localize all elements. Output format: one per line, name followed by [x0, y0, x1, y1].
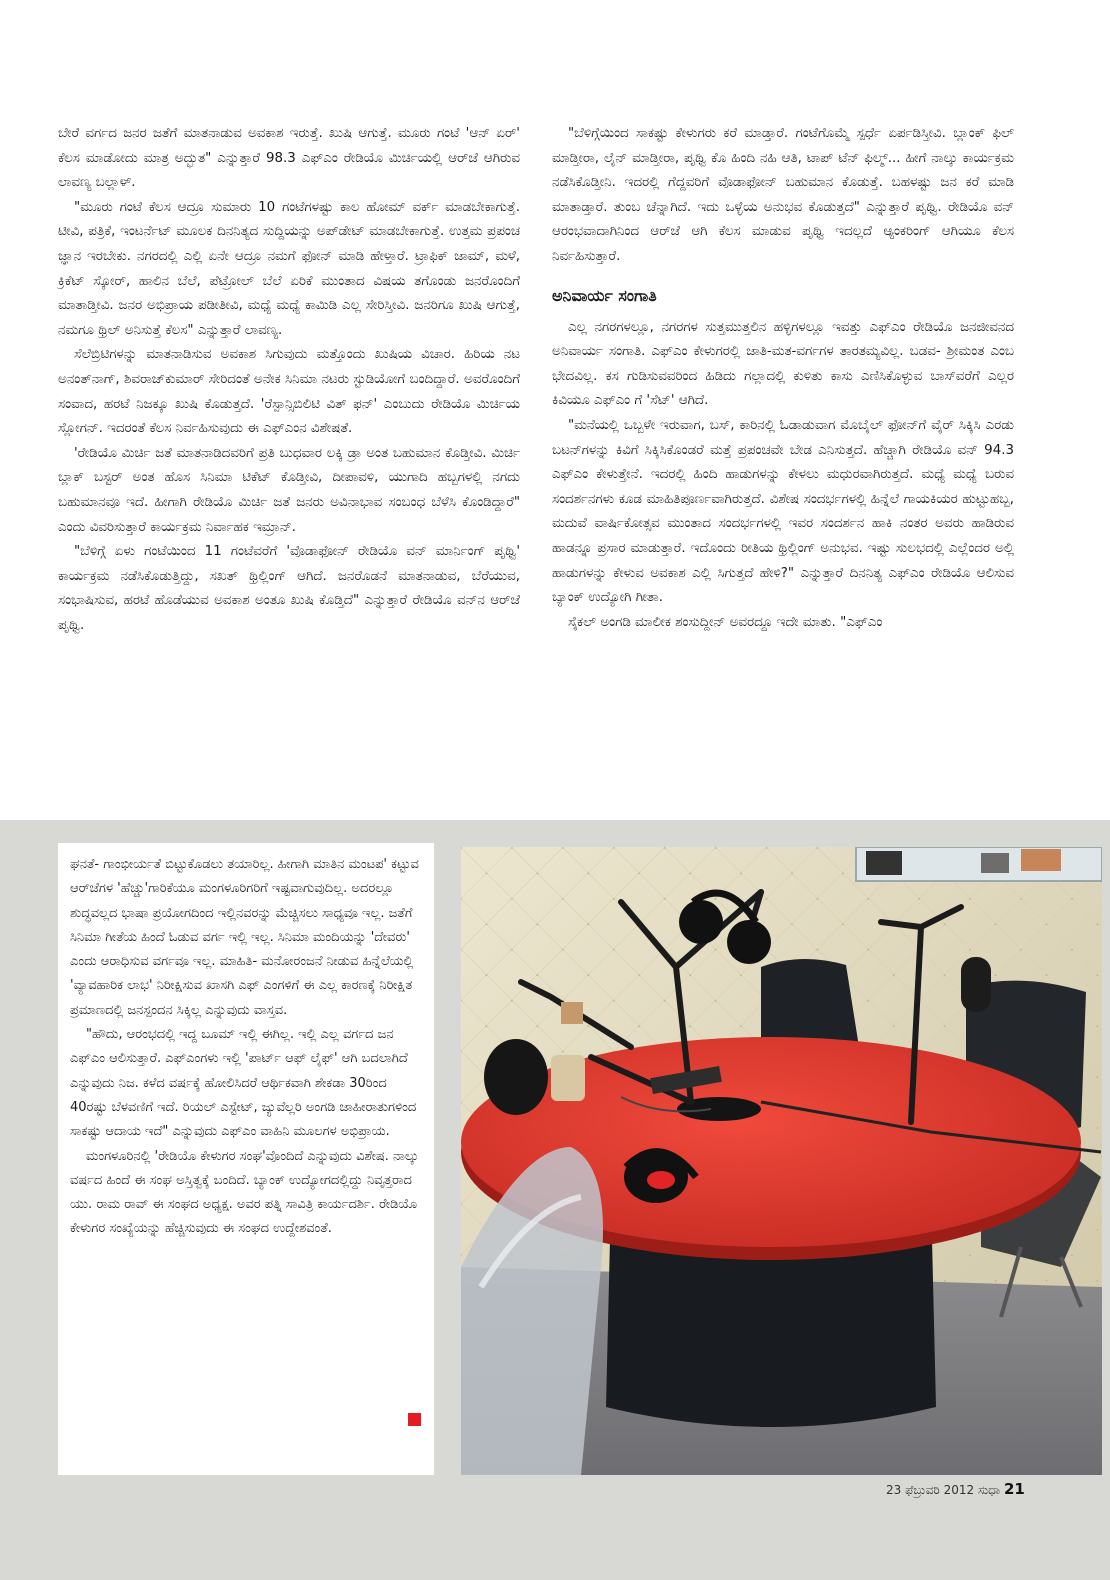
article-column-right [552, 122, 1014, 635]
article-paragraph: ಎಲ್ಲ ನಗರಗಳಲ್ಲೂ, ನಗರಗಳ ಸುತ್ತಮುತ್ತಲಿನ ಹಳ್ಳಿಗಳಲ್ಲೂ ಇವತ್ತು ಎಫ್‌ಎಂ ರೇಡಿಯೊ ಜನಜೀವನದ ಅನಿವಾರ್ಯ ಸಂಗಾತಿ. ಎಫ್‌ಎಂ ಕೇಳುಗರಲ್ಲಿ ಜಾತಿ-ಮತ-ವರ್ಗಗಳ ತಾರತಮ್ಯವಿಲ್ಲ. ಬಡವ- ಶ್ರೀಮಂತ ಎಂಬ ಭೇದವಿಲ್ಲ. ಕಸ ಗುಡಿಸುವವರಿಂದ ಹಿಡಿದು ಗಲ್ಲಾದಲ್ಲಿ ಕುಳಿತು ಕಾಸು ಎಣಿಸಿಕೊಳ್ಳುವ ಬಾಸ್‌ವರೆಗೆ ಎಲ್ಲರ ಕಿವಿಯೂ ಎಫ್‌ಎಂ ಗೆ 'ಸೆಟ್' ಆಗಿದೆ. [552, 319, 1014, 409]
page-number: 21 [1003, 1480, 1025, 1498]
article-column-left [58, 122, 520, 638]
issue-date: 23 ಫೆಬ್ರುವರಿ 2012 [886, 1483, 975, 1497]
article-paragraph: ಸೈಕಲ್ ಅಂಗಡಿ ಮಾಲೀಕ ಶಂಸುದ್ದೀನ್ ಅವರದ್ದೂ ಇದೇ ಮಾತು. "ಎಫ್‌ಎಂ [568, 614, 883, 630]
studio-photo [461, 847, 1102, 1475]
sidebar-paragraph: ಘನತೆ- ಗಾಂಭೀರ್ಯತೆ ಬಿಟ್ಟುಕೊಡಲು ತಯಾರಿಲ್ಲ. ಹೀಗಾಗಿ ಮಾತಿನ ಮಂಟಪ' ಕಟ್ಟುವ ಆರ್‌ಜೆಗಳ 'ಹೆಚ್ಚು'ಗಾರಿಕೆಯೂ ಮಂಗಳೂರಿಗರಿಗೆ ಇಷ್ಟವಾಗುವುದಿಲ್ಲ. ಅದರಲ್ಲೂ ಶುದ್ಧವಲ್ಲದ ಭಾಷಾ ಪ್ರಯೋಗದಿಂದ ಇಲ್ಲಿನವರನ್ನು ಮೆಚ್ಚಿಸಲು ಸಾಧ್ಯವೂ ಇಲ್ಲ. ಜತೆಗೆ ಸಿನಿಮಾ ಗೀತೆಯ ಹಿಂದೆ ಓಡುವ ವರ್ಗ ಇಲ್ಲಿ ಇಲ್ಲ. ಸಿನಿಮಾ ಮಂದಿಯನ್ನು 'ದೇವರು' ಎಂದು ಆರಾಧಿಸುವ ವರ್ಗವೂ ಇಲ್ಲ. ಮಾಹಿತಿ- ಮನೋರಂಜನೆ ನೀಡುವ ಹಿನ್ನೆಲೆಯಲ್ಲಿ 'ವ್ಯಾವಹಾರಿಕ ಲಾಭ' ನಿರೀಕ್ಷಿಸುವ ಖಾಸಗಿ ಎಫ್ ಎಂಗಳಿಗೆ ಈ ಎಲ್ಲ ಕಾರಣಕ್ಕೆ ನಿರೀಕ್ಷಿತ ಪ್ರಮಾಣದಲ್ಲಿ ಜನಸ್ಪಂದನ ಸಿಕ್ಕಿಲ್ಲ ಎನ್ನುವುದು ವಾಸ್ತವ. [70, 857, 419, 1018]
article-paragraph: 'ರೇಡಿಯೊ ಮಿರ್ಚಿ ಜತೆ ಮಾತನಾಡಿದವರಿಗೆ ಪ್ರತಿ ಬುಧವಾರ ಲಕ್ಕಿ ಡ್ರಾ ಅಂತ ಬಹುಮಾನ ಕೊಡ್ತೀವಿ. ಮಿರ್ಚಿ ಬ್ಲಾಕ್ ಬಸ್ಟರ್ ಅಂತ ಹೊಸ ಸಿನಿಮಾ ಟಿಕೆಟ್ ಕೊಡ್ತೀವಿ, ದೀಪಾವಳಿ, ಯುಗಾದಿ ಹಬ್ಬಗಳಲ್ಲಿ ನಗದು ಬಹುಮಾನವೂ ಇದೆ. ಹೀಗಾಗಿ ರೇಡಿಯೊ ಮಿರ್ಚಿ ಜತೆ ಜನರು ಅವಿನಾಭಾವ ಸಂಬಂಧ ಬೆಳೆಸಿ ಕೊಂಡಿದ್ದಾರೆ" ಎಂದು ವಿವರಿಸುತ್ತಾರೆ ಕಾರ್ಯಕ್ರಮ ನಿರ್ವಾಹಕ ಇಮ್ರಾನ್. [58, 445, 520, 535]
article-paragraph: "ಮೂರು ಗಂಟೆ ಕೆಲಸ ಆದ್ರೂ ಸುಮಾರು 10 ಗಂಟೆಗಳಷ್ಟು ಕಾಲ ಹೋಮ್ ವರ್ಕ್ ಮಾಡಬೇಕಾಗುತ್ತೆ. ಟೀವಿ, ಪತ್ರಿಕೆ, ಇಂಟರ್ನೆಟ್ ಮೂಲಕ ದಿನನಿತ್ಯದ ಸುದ್ದಿಯನ್ನು ಅಪ್‌ಡೇಟ್ ಮಾಡಬೇಕಾಗುತ್ತೆ. ಉತ್ತಮ ಪ್ರಪಂಚ ಜ್ಞಾನ ಇರಬೇಕು. ನಗರದಲ್ಲಿ ಎಲ್ಲಿ ಏನೇ ಆದ್ರೂ ನಮಗೆ ಫೋನ್ ಮಾಡಿ ಹೇಳ್ತಾರೆ. ಟ್ರಾಫಿಕ್ ಜಾಮ್, ಮಳೆ, ಕ್ರಿಕೆಟ್ ಸ್ಕೋರ್, ಹಾಲಿನ ಬೆಲೆ, ಪೆಟ್ರೋಲ್ ಬೆಲೆ ಏರಿಕೆ ಮುಂತಾದ ವಿಷಯ ತಗೊಂಡು ಜನರೊಂದಿಗೆ ಮಾತಾಡ್ತೀವಿ. ಜನರ ಅಭಿಪ್ರಾಯ ಪಡೀತೀವಿ, ಮಧ್ಯೆ ಮಧ್ಯೆ ಕಾಮಿಡಿ ಎಲ್ಲ ಸೇರಿಸ್ತೀವಿ. ಜನರಿಗೂ ಖುಷಿ ಆಗುತ್ತೆ, ನಮಗೂ ಥ್ರಿಲ್ ಅನಿಸುತ್ತೆ ಕೆಲಸ" ಎನ್ನುತ್ತಾರೆ ಲಾವಣ್ಯ. [58, 199, 520, 338]
article-paragraph: ಸೆಲೆಬ್ರಿಟಿಗಳನ್ನು ಮಾತನಾಡಿಸುವ ಅವಕಾಶ ಸಿಗುವುದು ಮತ್ತೊಂದು ಖುಷಿಯ ವಿಚಾರ. ಹಿರಿಯ ನಟ ಅನಂತ್‌ನಾಗ್, ಶಿವರಾಜ್‌ಕುಮಾರ್ ಸೇರಿದಂತೆ ಅನೇಕ ಸಿನಿಮಾ ನಟರು ಸ್ಟುಡಿಯೋಗೆ ಬಂದಿದ್ದಾರೆ. ಅವರೊಂದಿಗೆ ಸಂವಾದ, ಹರಟೆ ನಿಜಕ್ಕೂ ಖುಷಿ ಕೊಡುತ್ತದೆ. 'ರೆಸ್ಪಾನ್ಸಿಬಿಲಿಟಿ ವಿತ್ ಫನ್' ಎಂಬುದು ರೇಡಿಯೊ ಮಿರ್ಚಿಯ ಸ್ಲೋಗನ್. ಇದರಂತೆ ಕೆಲಸ ನಿರ್ವಹಿಸುವುದು ಈ ಎಫ್‌ಎಂನ ವಿಶೇಷತೆ. [58, 347, 520, 437]
magazine-name: ಸುಧಾ [977, 1483, 1001, 1497]
article-paragraph: "ಮನೆಯಲ್ಲಿ ಒಬ್ಬಳೇ ಇರುವಾಗ, ಬಸ್, ಕಾರಿನಲ್ಲಿ ಓಡಾಡುವಾಗ ಮೊಬೈಲ್ ಫೋನ್‌ಗೆ ವೈರ್ ಸಿಕ್ಕಿಸಿ ಎರಡು ಬಟನ್‌ಗಳನ್ನು ಕಿವಿಗೆ ಸಿಕ್ಕಿಸಿಕೊಂಡರೆ ಮತ್ತೆ ಪ್ರಪಂಚವೇ ಬೇಡ ಎನಿಸುತ್ತದೆ. ಹೆಚ್ಚಾಗಿ ರೇಡಿಯೊ ವನ್ 94.3 ಎಫ್‌ಎಂ ಕೇಳುತ್ತೇನೆ. ಇದರಲ್ಲಿ ಹಿಂದಿ ಹಾಡುಗಳನ್ನು ಕೇಳಲು ಮಧುರವಾಗಿರುತ್ತದೆ. ಮಧ್ಯೆ ಮಧ್ಯೆ ಬರುವ ಸಂದರ್ಶನಗಳು ಕೂಡ ಮಾಹಿತಿಪೂರ್ಣವಾಗಿರುತ್ತದೆ. ವಿಶೇಷ ಸಂದರ್ಭಗಳಲ್ಲಿ ಹಿನ್ನೆಲೆ ಗಾಯಕಿಯರ ಹುಟ್ಟುಹಬ್ಬ, ಮದುವೆ ವಾರ್ಷಿಕೋತ್ಸವ ಮುಂತಾದ ಸಂದರ್ಭಗಳಲ್ಲಿ ಇವರ ಸಂದರ್ಶನ ಹಾಕಿ ನಂತರ ಅವರು ಹಾಡಿರುವ ಹಾಡನ್ನೂ ಪ್ರಸಾರ ಮಾಡುತ್ತಾರೆ. ಇದೊಂದು ರೀತಿಯ ಥ್ರಿಲ್ಲಿಂಗ್ ಅನುಭವ. ಇಷ್ಟು ಸುಲಭದಲ್ಲಿ ಎಲ್ಲೆಂದರ ಅಲ್ಲಿ ಹಾಡುಗಳನ್ನು ಕೇಳುವ ಅವಕಾಶ ಎಲ್ಲಿ ಸಿಗುತ್ತದೆ ಹೇಳಿ?" ಎನ್ನುತ್ತಾರೆ ದಿನನಿತ್ಯ ಎಫ್‌ಎಂ ರೇಡಿಯೊ ಆಲಿಸುವ ಬ್ಯಾಂಕ್ ಉದ್ಯೋಗಿ ಗೀತಾ. [552, 417, 1014, 606]
article-paragraph: "ಬೆಳಿಗ್ಗೆ ಏಳು ಗಂಟೆಯಿಂದ 11 ಗಂಟೆವರೆಗೆ 'ವೊಡಾಫೋನ್ ರೇಡಿಯೊ ವನ್ ಮಾರ್ನಿಂಗ್ ಪೃಥ್ವಿ' ಕಾರ್ಯಕ್ರಮ ನಡೆಸಿಕೊಡುತ್ತಿದ್ದು, ಸಖತ್ ಥ್ರಿಲ್ಲಿಂಗ್ ಆಗಿದೆ. ಜನರೊಡನೆ ಮಾತನಾಡುವ, ಬೆರೆಯುವ, ಸಂಭಾಷಿಸುವ, ಹರಟೆ ಹೊಡೆಯುವ ಅವಕಾಶ ಅಂತೂ ಖುಷಿ ಕೊಡ್ತಿದೆ" ಎನ್ನುತ್ತಾರೆ ರೇಡಿಯೊ ವನ್‌ನ ಆರ್‌ಜೆ ಪೃಥ್ವಿ. [58, 544, 520, 633]
page-footer [886, 1480, 1026, 1502]
sidebar-paragraph: "ಹೌದು, ಆರಂಭದಲ್ಲಿ ಇದ್ದ ಬೂಮ್ ಇಲ್ಲಿ ಈಗಿಲ್ಲ. ಇಲ್ಲಿ ಎಲ್ಲ ವರ್ಗದ ಜನ ಎಫ್‌ಎಂ ಆಲಿಸುತ್ತಾರೆ. ಎಫ್‌ಎಂಗಳು ಇಲ್ಲಿ 'ಪಾರ್ಟ್ ಆಫ್ ಲೈಫ್' ಆಗಿ ಬದಲಾಗಿದೆ ಎನ್ನುವುದು ನಿಜ. ಕಳೆದ ವರ್ಷಕ್ಕೆ ಹೋಲಿಸಿದರೆ ಆರ್ಥಿಕವಾಗಿ ಶೇಕಡಾ 30ರಿಂದ 40ರಷ್ಟು ಬೆಳವಣಿಗೆ ಇದೆ. ರಿಯಲ್ ಎಸ್ಟೇಟ್, ಜ್ಯುವೆಲ್ಲರಿ ಅಂಗಡಿ ಜಾಹೀರಾತುಗಳಿಂದ ಸಾಕಷ್ಟು ಆದಾಯ ಇದೆ" ಎನ್ನುವುದು ಎಫ್‌ಎಂ ವಾಹಿನಿ ಮೂಲಗಳ ಅಭಿಪ್ರಾಯ. [70, 1027, 417, 1140]
end-of-article-marker-icon [408, 1413, 421, 1426]
article-paragraph: ಬೇರೆ ವರ್ಗದ ಜನರ ಜತೆಗೆ ಮಾತನಾಡುವ ಅವಕಾಶ ಇರುತ್ತೆ. ಖುಷಿ ಆಗುತ್ತೆ. ಮೂರು ಗಂಟೆ 'ಆನ್ ಏರ್' ಕೆಲಸ ಮಾಡೋದು ಮಾತ್ರ ಅದ್ಭುತ" ಎನ್ನುತ್ತಾರೆ 98.3 ಎಫ್‌ಎಂ ರೇಡಿಯೊ ಮಿರ್ಚಿಯಲ್ಲಿ ಆರ್‌ಜೆ ಆಗಿರುವ ಲಾವಣ್ಯ ಬಲ್ಲಾಳ್. [58, 126, 520, 191]
sidebar-box [58, 843, 434, 1475]
article-subheading: ಅನಿವಾರ್ಯ ಸಂಗಾತಿ [552, 285, 657, 305]
sidebar-paragraph: ಮಂಗಳೂರಿನಲ್ಲಿ 'ರೇಡಿಯೊ ಕೇಳುಗರ ಸಂಘ'ವೊಂದಿದೆ ಎನ್ನುವುದು ವಿಶೇಷ. ನಾಲ್ಕು ವರ್ಷದ ಹಿಂದೆ ಈ ಸಂಘ ಅಸ್ತಿತ್ವಕ್ಕೆ ಬಂದಿದೆ. ಬ್ಯಾಂಕ್ ಉದ್ಯೋಗದಲ್ಲಿದ್ದು ನಿವೃತ್ತರಾದ ಯು. ರಾಮ ರಾವ್ ಈ ಸಂಘದ ಅಧ್ಯಕ್ಷ. ಅವರ ಪತ್ನಿ ಸಾವಿತ್ರಿ ಕಾರ್ಯದರ್ಶಿ. ರೇಡಿಯೊ ಕೇಳುಗರ ಸಂಖ್ಯೆಯನ್ನು ಹೆಚ್ಚಿಸುವುದು ಈ ಸಂಘದ ಉದ್ದೇಶವಂತೆ. [70, 1148, 419, 1237]
article-paragraph: "ಬೆಳಿಗ್ಗೆಯಿಂದ ಸಾಕಷ್ಟು ಕೇಳುಗರು ಕರೆ ಮಾಡ್ತಾರೆ. ಗಂಟೆಗೊಮ್ಮೆ ಸ್ಪರ್ಧೆ ಏರ್ಪಡಿಸ್ತೀವಿ. ಬ್ಲಾಂಕ್ ಫಿಲ್ ಮಾಡ್ತೀರಾ, ಲೈನ್ ಮಾಡ್ತೀರಾ, ಪೃಥ್ವಿ ಕೊ ಹಿಂದಿ ನಹಿ ಆತಿ, ಟಾಪ್ ಟೆನ್ ಫಿಲ್ಮ್... ಹೀಗೆ ನಾಲ್ಕು ಕಾರ್ಯಕ್ರಮ ನಡೆಸಿಕೊಡ್ತೀನಿ. ಇದರಲ್ಲಿ ಗೆದ್ದವರಿಗೆ ವೊಡಾಫೋನ್ ಬಹುಮಾನ ಕೊಡುತ್ತೆ. ಬಹಳಷ್ಟು ಜನ ಕರೆ ಮಾಡಿ ಮಾತಾಡ್ತಾರೆ. ತುಂಬ ಚೆನ್ನಾಗಿದೆ. ಇದು ಒಳ್ಳೆಯ ಅನುಭವ ಕೊಡುತ್ತದೆ" ಎನ್ನುತ್ತಾರೆ ಪೃಥ್ವಿ. ರೇಡಿಯೊ ವನ್ ಆರಂಭವಾದಾಗಿನಿಂದ ಆರ್‌ಜೆ ಆಗಿ ಕೆಲಸ ಮಾಡುವ ಪೃಥ್ವಿ ಇದಲ್ಲದೆ ಆ್ಯಂಕರಿಂಗ್ ಆಗಿಯೂ ಕೆಲಸ ನಿರ್ವಹಿಸುತ್ತಾರೆ. [552, 126, 1014, 264]
